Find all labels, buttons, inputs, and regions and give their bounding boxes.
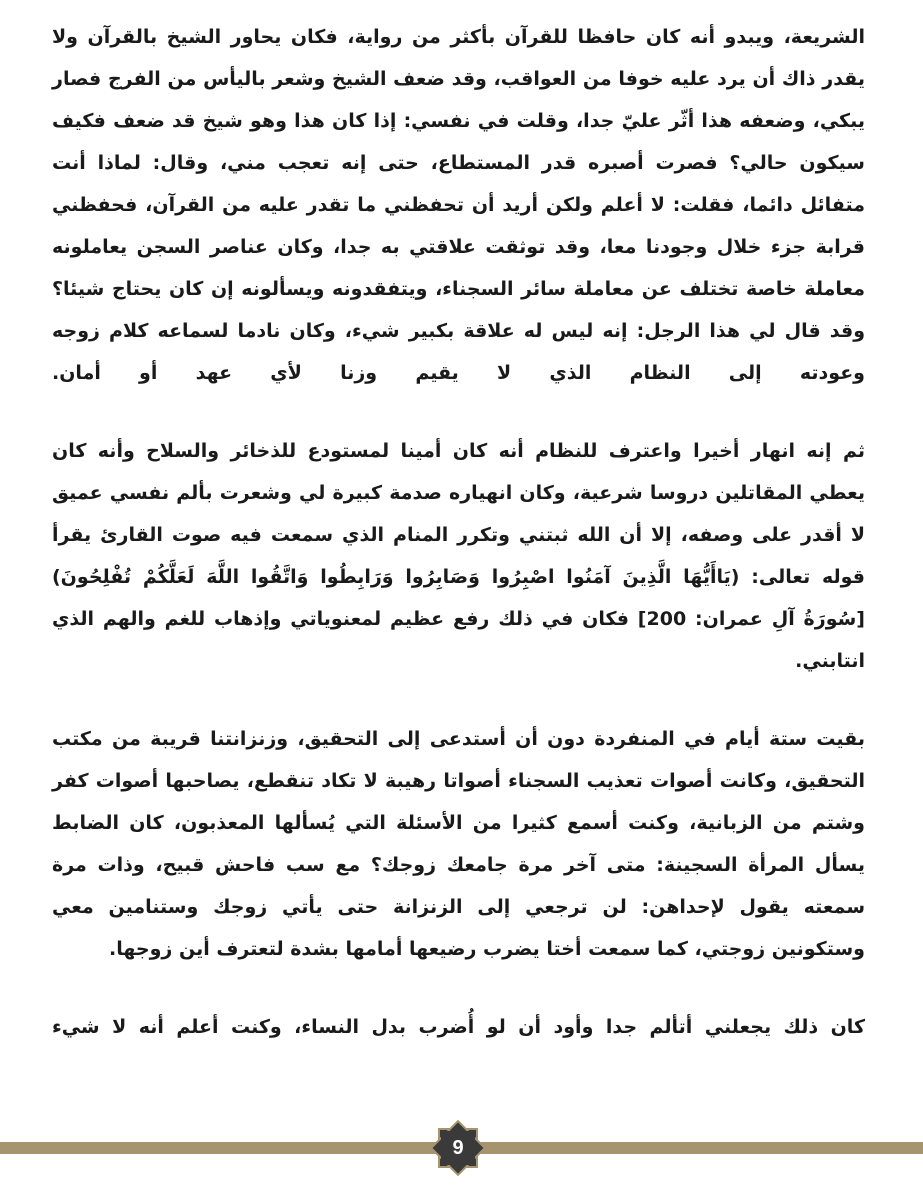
paragraph-4: كان ذلك يجعلني أتألم جدا وأود أن لو أُضرب بدل النساء، وكنت أعلم أنه لا شيء	[52, 1016, 865, 1038]
paragraph-2: ثم إنه انهار أخيرا واعترف للنظام أنه كان أمينا لمستودع للذخائر والسلاح وأنه كان يعطي المقاتلين دروسا شرعية، وكان انهياره صدمة كبيرة لي وشعرت بألم نفسي عميق لا أقدر على وصفه، إلا أن الله ثبتني وتكرر المنام الذي سمعت فيه صوت القارئ يقرأ قوله تعالى: (يَاأَيُّهَا الَّذِينَ آمَنُوا اصْبِرُوا وَصَابِرُوا وَرَابِطُوا وَاتَّقُوا اللَّهَ لَعَلَّكُمْ تُفْلِحُونَ) [سُورَةُ آلِ عمران: 200] فكان في ذلك رفع عظيم لمعنوياتي وإذهاب للغم والهم الذي انتابني.	[52, 440, 865, 672]
page-number: 9	[452, 1137, 464, 1159]
paragraph-1: الشريعة، ويبدو أنه كان حافظا للقرآن بأكثر من رواية، فكان يحاور الشيخ بالقرآن ولا يقدر ذاك أن يرد عليه خوفا من العواقب، وقد ضعف الشيخ وشعر باليأس من الفرج فصار يبكي، وضعفه هذا أثّر عليّ جدا، وقلت في نفسي: إذا كان هذا وهو شيخ قد ضعف فكيف سيكون حالي؟ فصرت أصبره قدر المستطاع، حتى إنه تعجب مني، وقال: لماذا أنت متفائل دائما، فقلت: لا أعلم ولكن أريد أن تحفظني ما تقدر عليه من القرآن، فحفظني قرابة جزء خلال وجودنا معا، وقد توثقت علاقتي به جدا، وكان عناصر السجن يعاملونه معاملة خاصة تختلف عن معاملة سائر السجناء، ويتفقدونه ويسألونه إن كان يحتاج شيئا؟ وقد قال لي هذا الرجل: إنه ليس له علاقة بكبير شيء، وكان نادما لسماعه كلام زوجه وعودته إلى النظام الذي لا يقيم وزنا لأي عهد أو أمان.	[52, 26, 865, 384]
paragraph-3: بقيت ستة أيام في المنفردة دون أن أستدعى إلى التحقيق، وزنزانتنا قريبة من مكتب التحقيق، وكانت أصوات تعذيب السجناء أصواتا رهيبة لا تكاد تنقطع، يصاحبها أصوات كفر وشتم من الزبانية، وكنت أسمع كثيرا من الأسئلة التي يُسألها المعذبون، كان الضابط يسأل المرأة السجينة: متى آخر مرة جامعك زوجك؟ مع سب فاحش قبيح، وذات مرة سمعته يقول لإحداهن: لن ترجعي إلى الزنزانة حتى يأتي زوجك وستنامين معي وستكونين زوجتي، كما سمعت أختا يضرب رضيعها أمامها بشدة لتعترف أين زوجها.	[52, 728, 865, 960]
page-number-badge	[428, 1118, 488, 1178]
body-text	[52, 16, 865, 1048]
